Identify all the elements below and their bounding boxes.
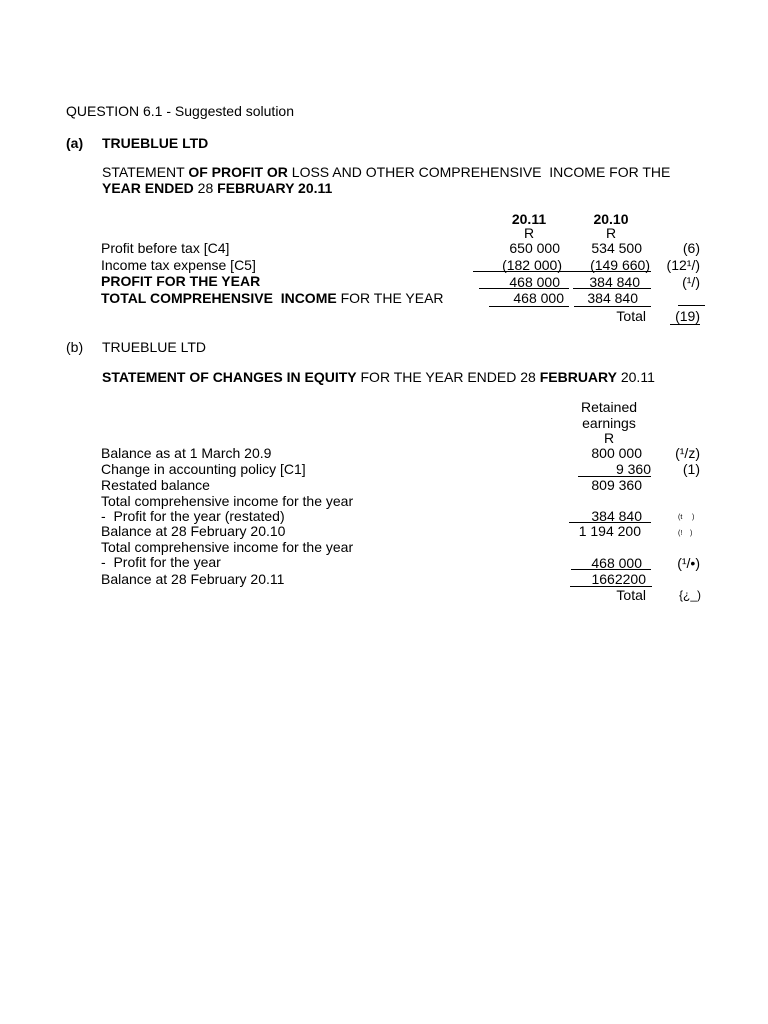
col-heading-2010: 20.10 — [593, 211, 629, 227]
col-heading-2011: 20.11 — [511, 211, 547, 227]
tci-label: TOTAL COMPREHENSIVE INCOME FOR THE YEAR — [101, 290, 444, 306]
rule — [573, 288, 651, 289]
soce-row-value: 1662200 — [591, 571, 646, 587]
soce-row-value: 809 360 — [591, 477, 642, 493]
soce-row-label: Balance as at 1 March 20.9 — [101, 445, 272, 461]
rule — [578, 476, 651, 477]
part-b-label: (b) — [66, 339, 84, 355]
col-heading-retained: Retained — [580, 399, 638, 415]
soce-row-label: Balance at 28 February 20.10 — [101, 523, 286, 539]
soce-row-label: Restated balance — [101, 477, 210, 493]
soce-row-mark: (! ) — [678, 530, 693, 537]
question-title: QUESTION 6.1 - Suggested solution — [66, 103, 294, 119]
soce-row-value: 468 000 — [591, 555, 642, 571]
row-value-2011: (182 000) — [502, 257, 562, 273]
soce-row-value: 1 194 200 — [578, 523, 641, 539]
soce-row-label: Total comprehensive income for the year — [101, 539, 354, 555]
rule — [574, 306, 651, 307]
part-a-label: (a) — [66, 135, 84, 151]
part-b-company: TRUEBLUE LTD — [102, 339, 206, 355]
tci-value-2011: 468 000 — [513, 290, 564, 306]
part-b-statement-title: STATEMENT OF CHANGES IN EQUITY FOR THE YEAR ENDED 28 FEBRUARY 20.11 — [102, 369, 655, 385]
rule — [571, 271, 651, 272]
rule — [569, 522, 651, 523]
soce-row-value: 384 840 — [591, 508, 642, 524]
row-value-2010: 534 500 — [591, 240, 642, 256]
soce-row-label: Total comprehensive income for the year — [101, 493, 354, 509]
soce-total-mark: {¿_) — [679, 588, 702, 602]
part-a-statement-title: STATEMENT OF PROFIT OR LOSS AND OTHER COMPREHENSIVE INCOME FOR THE YEAR ENDED 28 FEBRUARY 20.11 — [102, 164, 671, 196]
currency-2011: R — [523, 225, 535, 241]
row-value-2011: 650 000 — [509, 240, 560, 256]
row-mark: (6) — [682, 240, 700, 256]
rule — [571, 569, 651, 570]
total-mark: (19) — [670, 308, 700, 325]
soce-row-value: 800 000 — [591, 445, 642, 461]
row-label: PROFIT FOR THE YEAR — [101, 273, 261, 289]
row-value-2010: 384 840 — [589, 274, 640, 290]
row-value-2011: 468 000 — [509, 274, 560, 290]
soce-row-mark: (t ) — [678, 514, 695, 521]
soce-row-label: - Profit for the year — [101, 554, 221, 570]
col-heading-currency: R — [603, 430, 615, 446]
soce-total-label: Total — [616, 587, 646, 603]
rule — [479, 288, 569, 289]
soce-row-label: - Profit for the year (restated) — [101, 508, 285, 524]
total-label: Total — [616, 308, 646, 324]
rule — [489, 306, 569, 307]
soce-row-label: Balance at 28 February 20.11 — [101, 571, 285, 587]
soce-row-value: 9 360 — [615, 461, 651, 477]
rule — [678, 305, 705, 306]
row-label: Profit before tax [C4] — [101, 240, 230, 256]
col-heading-earnings: earnings — [582, 415, 636, 431]
row-mark: (12¹/) — [666, 257, 700, 273]
soce-row-mark: (1) — [682, 461, 700, 477]
part-a-company: TRUEBLUE LTD — [102, 135, 209, 151]
row-mark: (¹/) — [682, 274, 700, 290]
row-value-2010: (149 660) — [590, 257, 650, 273]
row-label: Income tax expense [C5] — [101, 257, 256, 273]
soce-row-mark: (¹/•) — [677, 555, 700, 571]
tci-value-2010: 384 840 — [587, 290, 638, 306]
soce-row-mark: (¹/z) — [675, 445, 700, 461]
rule — [473, 271, 583, 272]
currency-2010: R — [605, 225, 617, 241]
soce-row-label: Change in accounting policy [C1] — [101, 461, 306, 477]
